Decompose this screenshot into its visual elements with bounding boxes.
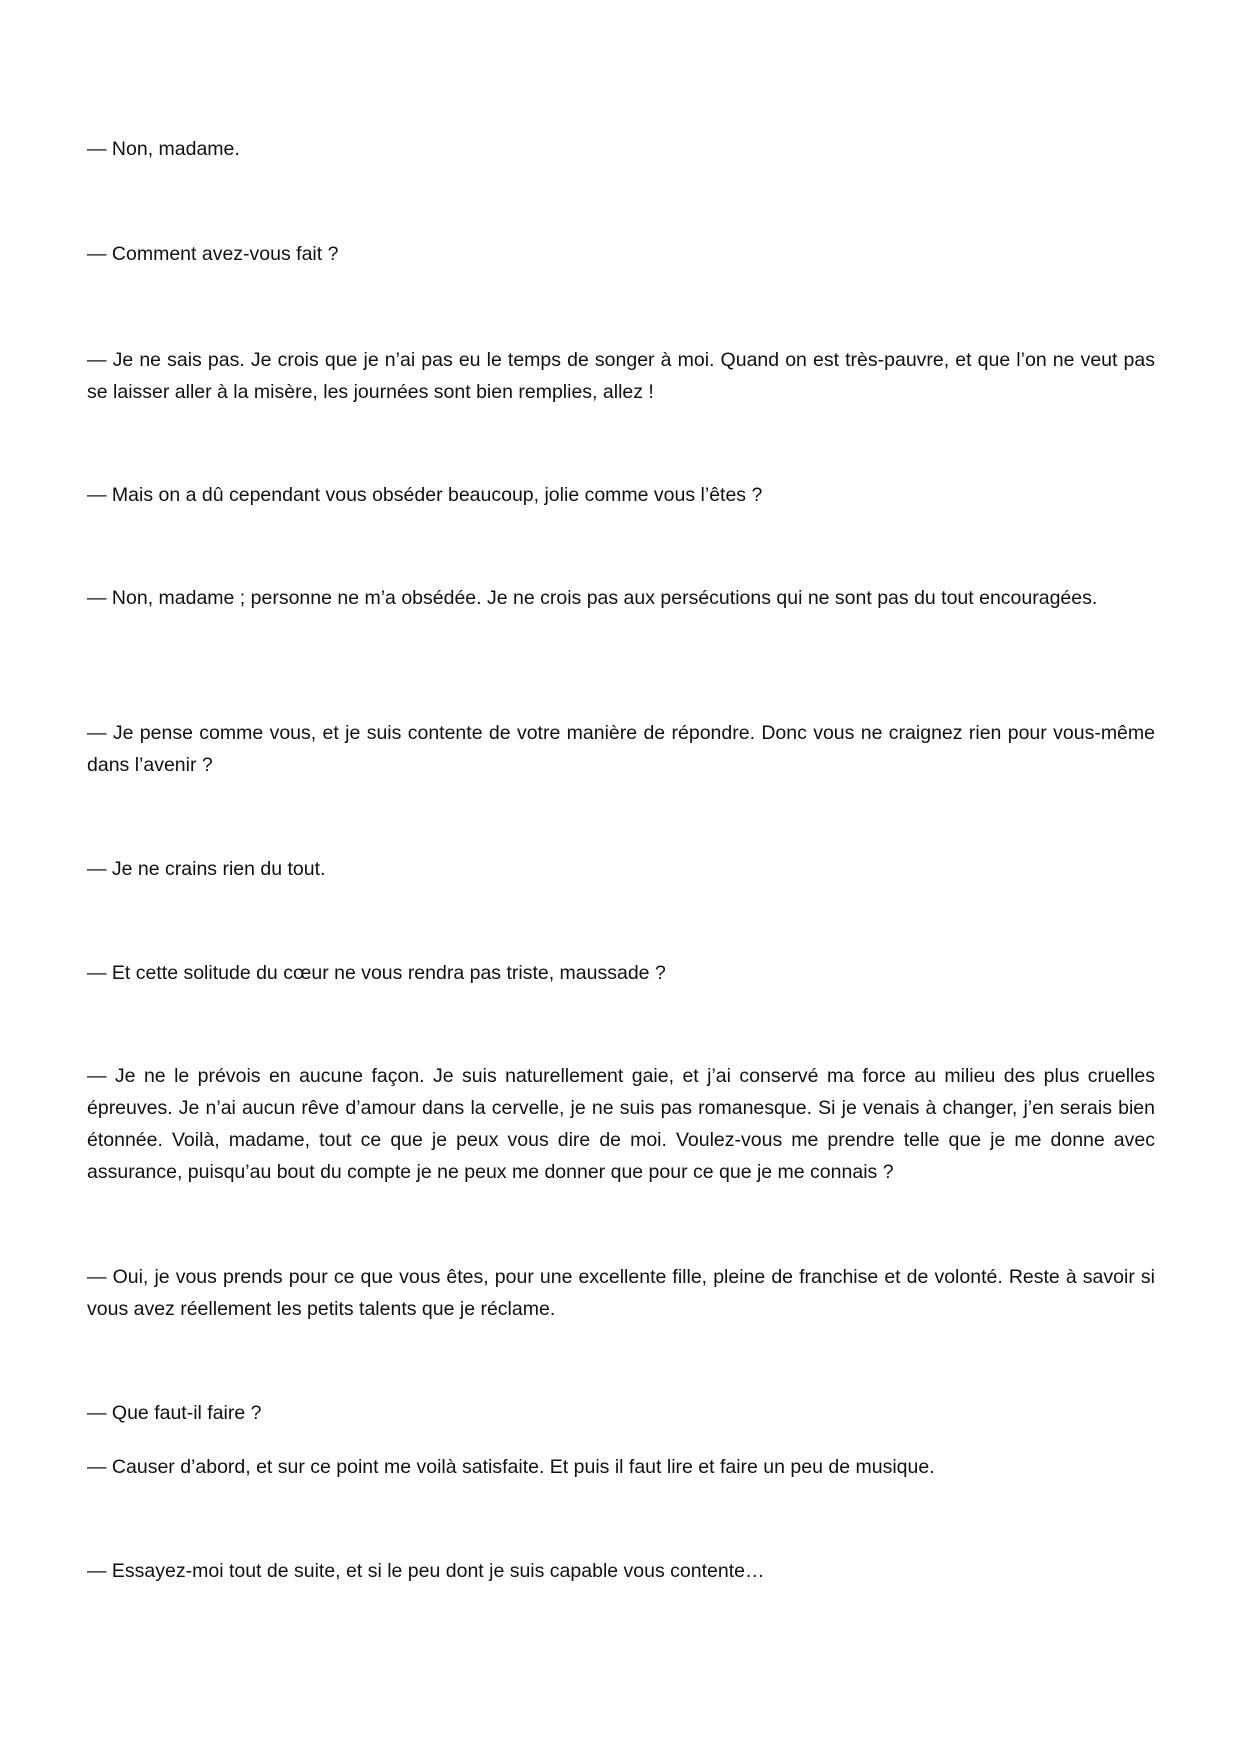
dialogue-paragraph: — Et cette solitude du cœur ne vous rendra pas triste, maussade ? [87,962,666,984]
dialogue-paragraph: — Mais on a dû cependant vous obséder beaucoup, jolie comme vous l’êtes ? [87,484,763,506]
dialogue-paragraph: — Je ne crains rien du tout. [87,858,326,880]
dialogue-paragraph: — Essayez-moi tout de suite, et si le peu dont je suis capable vous contente… [87,1560,765,1582]
dialogue-paragraph: — Je ne sais pas. Je crois que je n’ai pas eu le temps de songer à moi. Quand on est très-pauvre, et que l’on ne veut pas se laisser aller à la misère, les journées sont bien remplies, allez ! [87,349,1155,403]
dialogue-paragraph: — Je pense comme vous, et je suis contente de votre manière de répondre. Donc vous ne craignez rien pour vous-même dans l’avenir ? [87,722,1155,776]
dialogue-paragraph: — Que faut-il faire ? [87,1402,262,1424]
dialogue-paragraph: — Non, madame ; personne ne m’a obsédée. Je ne crois pas aux persécutions qui ne sont pas du tout encouragées. [87,587,1098,609]
dialogue-paragraph: — Causer d’abord, et sur ce point me voilà satisfaite. Et puis il faut lire et faire un peu de musique. [87,1456,935,1478]
dialogue-paragraph: — Non, madame. [87,138,240,160]
dialogue-paragraph: — Oui, je vous prends pour ce que vous êtes, pour une excellente fille, pleine de franchise et de volonté. Reste à savoir si vous avez réellement les petits talents que je réclame. [87,1266,1155,1320]
dialogue-paragraph: — Comment avez-vous fait ? [87,243,339,265]
dialogue-paragraph: — Je ne le prévois en aucune façon. Je suis naturellement gaie, et j’ai conservé ma force au milieu des plus cruelles épreuves. Je n’ai aucun rêve d’amour dans la cervelle, je ne suis pas romanesque. Si je venais à changer, j’en serais bien étonnée. Voilà, madame, tout ce que je peux vous dire de moi. Voulez-vous me prendre telle que je me donne avec assurance, puisqu’au bout du compte je ne peux me donner que pour ce que je me connais ? [87,1065,1155,1183]
